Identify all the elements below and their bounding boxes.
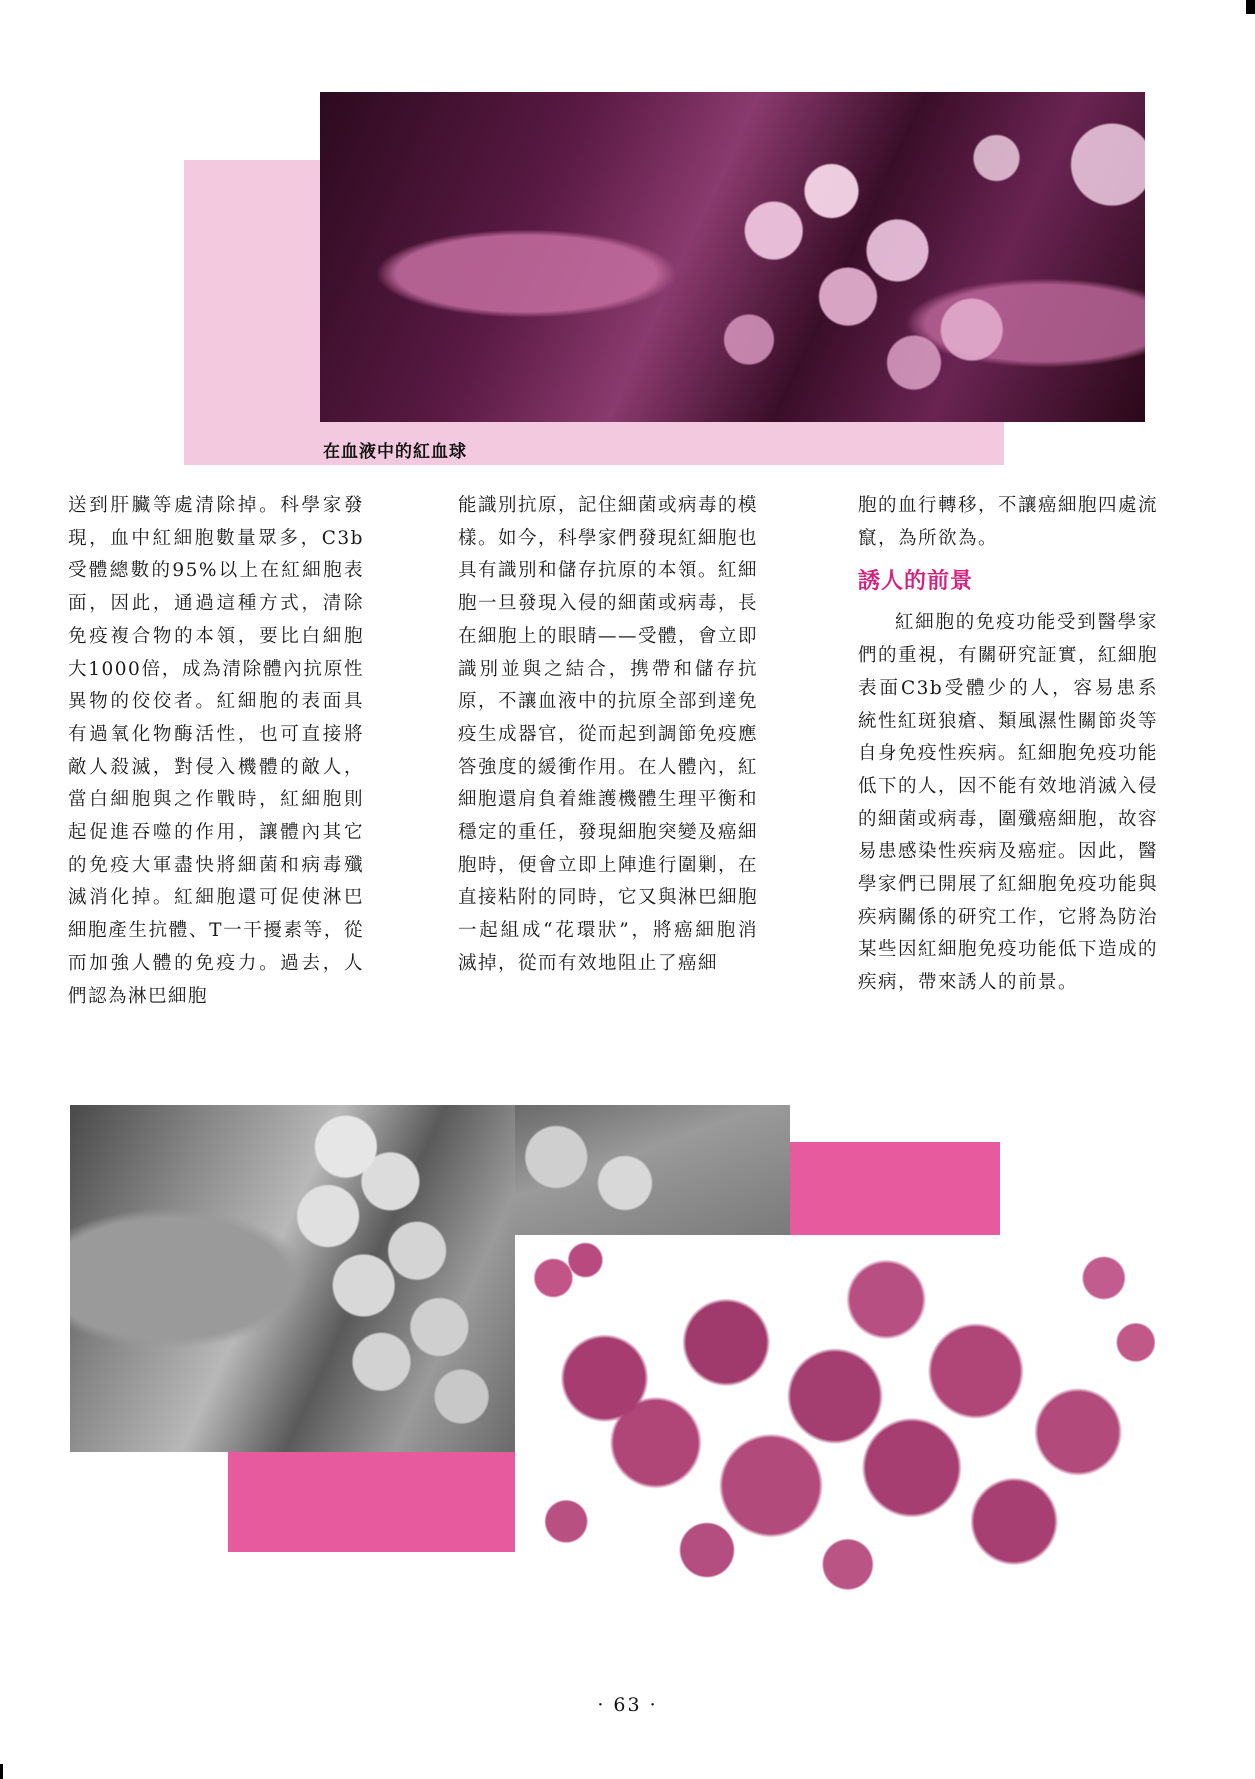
grayscale-micrograph [70, 1105, 515, 1452]
column-3-paragraph-2: 紅細胞的免疫功能受到醫學家們的重視，有關研究証實，紅細胞表面C3b受體少的人，容易患系統性紅斑狼瘡、類風濕性關節炎等自身免疫性疾病。紅細胞免疫功能低下的人，因不能有效地消滅入侵的細菌或病毒，圍殲癌細胞，故容易患感染性疾病及癌症。因此，醫學家們已開展了紅細胞免疫功能與疾病關係的研究工作，它將為防治某些因紅細胞免疫功能低下造成的疾病，帶來誘人的前景。 [858, 612, 1159, 994]
text-column-3 [858, 490, 1158, 1000]
page-number: · 63 · [597, 1694, 658, 1716]
pink-accent-block-bottom [228, 1452, 515, 1552]
text-column-2 [458, 490, 758, 981]
pink-accent-block-top [790, 1142, 1000, 1235]
red-blood-cells-micrograph [320, 92, 1145, 422]
grayscale-micrograph-extension [515, 1105, 790, 1235]
column-1-text: 送到肝臟等處清除掉。科學家發現，血中紅細胞數量眾多，C3b受體總數的95%以上在紅細胞表面，因此，通過這種方式，清除免疫複合物的本領，要比白細胞大1000倍，成為清除體內抗原性異物的佼佼者。紅細胞的表面具有過氧化物酶活性，也可直接將敵人殺滅，對侵入機體的敵人，當白細胞與之作戰時，紅細胞則起促進吞噬的作用，讓體內其它的免疫大軍盡快將細菌和病毒殲滅消化掉。紅細胞還可促使淋巴細胞產生抗體、T一干擾素等，從而加強人體的免疫力。過去，人們認為淋巴細胞 [68, 495, 364, 1007]
crop-mark-bottom-left [0, 1764, 3, 1779]
text-column-1 [68, 490, 364, 1013]
column-3-paragraph-1: 胞的血行轉移，不讓癌細胞四處流竄，為所欲為。 [858, 495, 1159, 549]
figure-caption: 在血液中的紅血球 [323, 442, 467, 462]
crop-mark-top-right [1246, 0, 1255, 14]
column-2-text: 能識別抗原，記住細菌或病毒的模樣。如今，科學家們發現紅細胞也具有識別和儲存抗原的本領。紅細胞一旦發現入侵的細菌或病毒，長在細胞上的眼睛——受體，會立即識別並與之結合，携帶和儲存抗原，不讓血液中的抗原全部到達免疫生成器官，從而起到調節免疫應答強度的緩衝作用。在人體內，紅細胞還肩負着維護機體生理平衡和穩定的重任，發現細胞突變及癌細胞時，便會立即上陣進行圍剿，在直接粘附的同時，它又與淋巴細胞一起組成“花環狀”，將癌細胞消滅掉，從而有效地阻止了癌細 [458, 495, 759, 974]
abnormal-red-cells-illustration [515, 1235, 1155, 1593]
section-heading: 誘人的前景 [858, 569, 974, 595]
